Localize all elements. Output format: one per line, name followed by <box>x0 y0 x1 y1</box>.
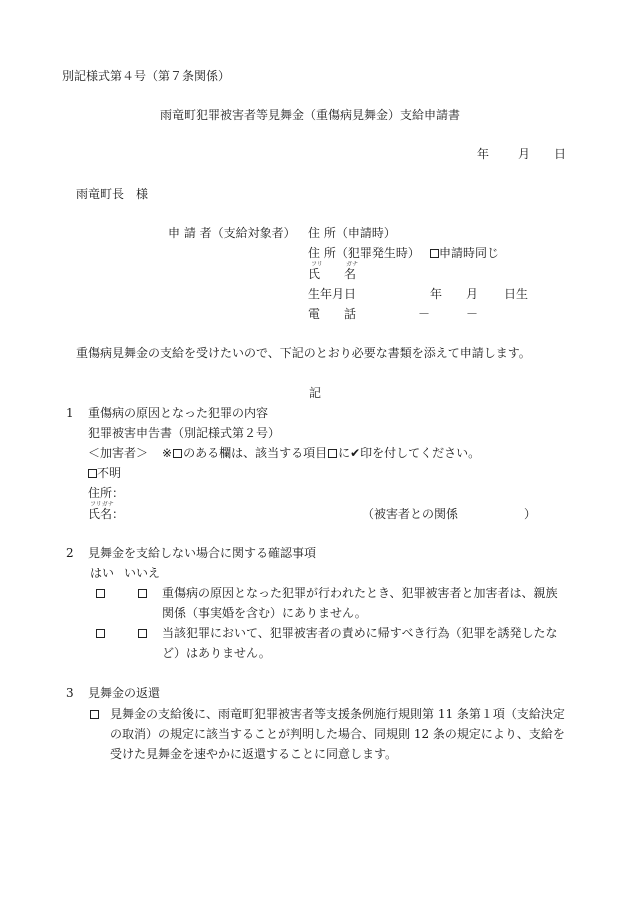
name-label: 氏 名 <box>308 267 357 281</box>
note-text-2: に <box>338 446 351 460</box>
addressee: 雨竜町長 様 <box>76 187 149 201</box>
section2-heading: 見舞金を支給しない場合に関する確認事項 <box>88 546 317 560</box>
phone-dash-2: － <box>466 307 479 321</box>
item2-no[interactable] <box>138 625 147 641</box>
unknown-label: 不明 <box>97 466 122 480</box>
section3-heading: 見舞金の返還 <box>88 686 161 700</box>
same-as-current-label: 申請時同じ <box>439 246 500 260</box>
unknown-option[interactable] <box>88 465 121 481</box>
item1-no-checkbox[interactable] <box>138 589 147 598</box>
note-box-icon-2 <box>328 449 337 458</box>
item2-line2: ど）はありません。 <box>162 646 271 660</box>
item2-yes-checkbox[interactable] <box>96 629 105 638</box>
unknown-checkbox[interactable] <box>88 469 97 478</box>
perpetrator-address-label: 住所： <box>88 486 125 500</box>
note-asterisk: ※ <box>162 446 173 460</box>
item1-line1: 重傷病の原因となった犯罪が行われたとき、犯罪被害者と加害者は、親族 <box>162 586 558 600</box>
section2-number: 2 <box>66 546 74 560</box>
section1-number: 1 <box>66 406 74 420</box>
item2-yes[interactable] <box>96 625 105 641</box>
item2-no-checkbox[interactable] <box>138 629 147 638</box>
date-year-label: 年 <box>477 147 490 161</box>
form-number: 別記様式第４号（第７条関係） <box>62 69 231 83</box>
perpetrator-name-label: 氏名： <box>88 507 125 521</box>
note-text-3: 印を付してください。 <box>360 446 481 460</box>
birth-year-label: 年 <box>430 287 443 301</box>
name-furigana-1: フリ <box>311 261 323 268</box>
item1-yes[interactable] <box>96 585 105 601</box>
item1-line2: 関係（事実婚を含む）にありません。 <box>162 606 367 620</box>
no-column-label: いいえ <box>124 566 161 580</box>
phone-label: 電 話 <box>308 307 357 321</box>
item1-yes-checkbox[interactable] <box>96 589 105 598</box>
section3-number: 3 <box>66 686 74 700</box>
date-month-label: 月 <box>518 147 531 161</box>
birth-label: 生年月日 <box>308 287 357 301</box>
refund-agree[interactable] <box>90 706 99 722</box>
same-as-current-checkbox[interactable] <box>430 249 439 258</box>
refund-line1: 見舞金の支給後に、雨竜町犯罪被害者等支援条例施行規則第 11 条第１項（支給決定 <box>110 707 565 721</box>
relation-open: （被害者との関係 <box>362 507 459 521</box>
phone-dash-1: － <box>418 307 431 321</box>
item1-no[interactable] <box>138 585 147 601</box>
item2-line1: 当該犯罪において、犯罪被害者の責めに帰すべき行為（犯罪を誘発したな <box>162 626 558 640</box>
intro-text: 重傷病見舞金の支給を受けたいので、下記のとおり必要な書類を添えて申請します。 <box>76 346 531 360</box>
applicant-label: 申 請 者（支給対象者） <box>168 226 296 240</box>
perpetrator-name-furigana: フリガナ <box>90 501 114 508</box>
document-title: 雨竜町犯罪被害者等見舞金（重傷病見舞金）支給申請書 <box>160 108 461 122</box>
refund-line3: 受けた見舞金を速やかに返還することに同意します。 <box>110 747 398 761</box>
date-day-label: 日 <box>554 147 567 161</box>
birth-day-label: 日生 <box>504 287 529 301</box>
same-as-current-option[interactable] <box>430 245 499 261</box>
note-box-icon-1 <box>173 449 182 458</box>
section1-heading: 重傷病の原因となった犯罪の内容 <box>88 406 269 420</box>
address-crime-label: 住 所（犯罪発生時） <box>308 246 420 260</box>
note-text-1: のある欄は、該当する項目 <box>183 446 328 460</box>
perpetrator-label: ＜加害者＞ <box>88 446 149 460</box>
refund-line2: の取消）の規定に該当することが判明した場合、同規則 12 条の規定により、支給を <box>110 727 565 741</box>
yes-column-label: はい <box>90 566 115 580</box>
relation-close: ） <box>524 507 537 521</box>
name-furigana-2: ガナ <box>346 261 359 268</box>
ki-label: 記 <box>309 386 322 400</box>
refund-agree-checkbox[interactable] <box>90 710 99 719</box>
checkbox-note <box>162 445 480 461</box>
birth-month-label: 月 <box>466 287 479 301</box>
crime-report-label: 犯罪被害申告書（別記様式第２号） <box>88 426 281 440</box>
checkmark-icon: ✔ <box>350 446 361 460</box>
address-current-label: 住 所（申請時） <box>308 226 396 240</box>
